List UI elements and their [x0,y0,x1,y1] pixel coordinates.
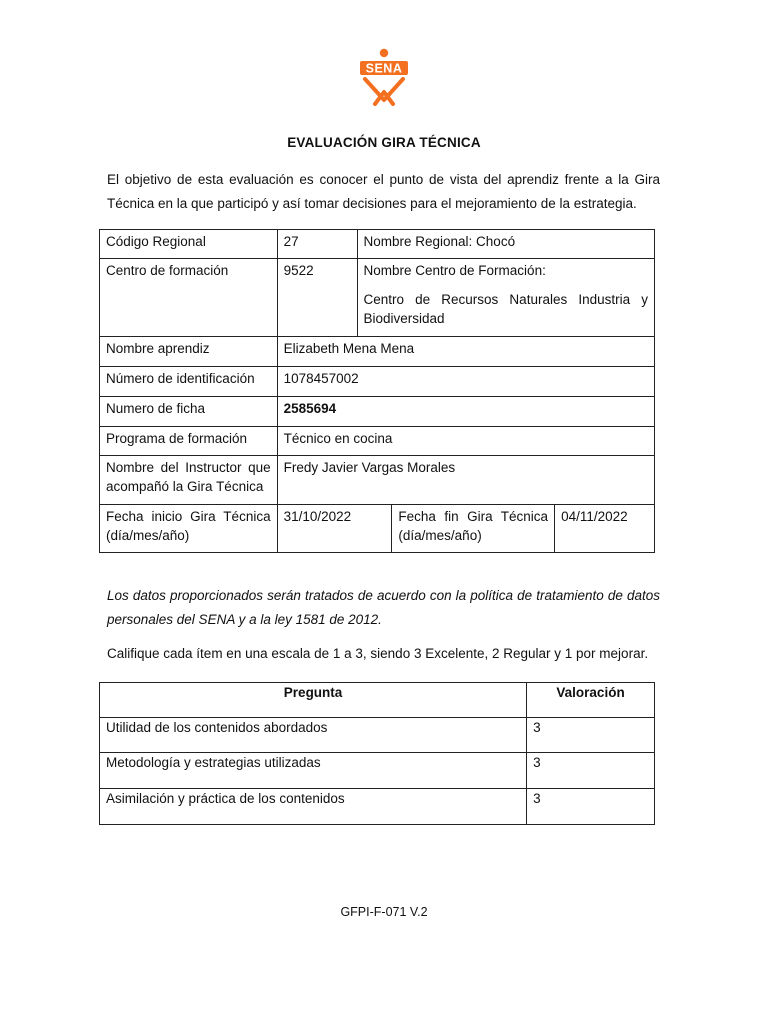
pregunta-cell: Metodología y estrategias utilizadas [100,753,527,789]
evaluation-table [99,682,655,825]
programa-label: Programa de formación [100,427,278,456]
table-row [100,718,655,753]
identificacion-label: Número de identificación [100,367,278,397]
identificacion-value: 1078457002 [277,367,654,397]
ficha-value: 2585694 [277,397,654,427]
page-title: EVALUACIÓN GIRA TÉCNICA [287,135,481,150]
intro-paragraph: El objetivo de esta evaluación es conocer el punto de vista del aprendiz frente a la Gira Técnica en la que participó y así tomar decisiones para el mejoramiento de la estrategia. [107,172,660,211]
info-table [99,229,655,553]
fecha-inicio-value: 31/10/2022 [277,505,392,553]
valoracion-cell: 3 [527,753,655,789]
centro-label: Centro de formación [100,259,278,337]
aprendiz-value: Elizabeth Mena Mena [277,337,654,367]
programa-value: Técnico en cocina [277,427,654,456]
codigo-regional-label: Código Regional [100,230,278,259]
fecha-inicio-label: Fecha inicio Gira Técnica (día/mes/año) [100,505,278,553]
fecha-fin-label: Fecha fin Gira Técnica (día/mes/año) [392,505,555,553]
pregunta-cell: Asimilación y práctica de los contenidos [100,789,527,825]
valoracion-cell: 3 [527,718,655,753]
fecha-fin-value: 04/11/2022 [555,505,655,553]
valoracion-cell: 3 [527,789,655,825]
table-row [100,753,655,789]
scale-instruction: Califique cada ítem en una escala de 1 a 3, siendo 3 Excelente, 2 Regular y 1 por mejorar. [107,646,649,661]
codigo-regional-value: 27 [277,230,357,259]
instructor-value: Fredy Javier Vargas Morales [277,456,654,505]
col-pregunta: Pregunta [100,683,527,718]
nombre-regional: Nombre Regional: Chocó [357,230,655,259]
pregunta-cell: Utilidad de los contenidos abordados [100,718,527,753]
sena-logo [355,48,413,106]
table-row [100,789,655,825]
privacy-note: Los datos proporcionados serán tratados de acuerdo con la política de tratamiento de datos personales del SENA y a la ley 1581 de 2012. [107,588,660,627]
nombre-centro-cell [357,259,655,337]
centro-codigo: 9522 [277,259,357,337]
instructor-label: Nombre del Instructor que acompañó la Gira Técnica [100,456,278,505]
nombre-centro-value: Centro de Recursos Naturales Industria y Biodiversidad [363,292,648,326]
nombre-centro-label: Nombre Centro de Formación: [363,263,546,278]
form-code: GFPI-F-071 V.2 [340,905,428,919]
svg-text:SENA: SENA [365,61,403,76]
col-valoracion: Valoración [527,683,655,718]
aprendiz-label: Nombre aprendiz [100,337,278,367]
ficha-label: Numero de ficha [100,397,278,427]
